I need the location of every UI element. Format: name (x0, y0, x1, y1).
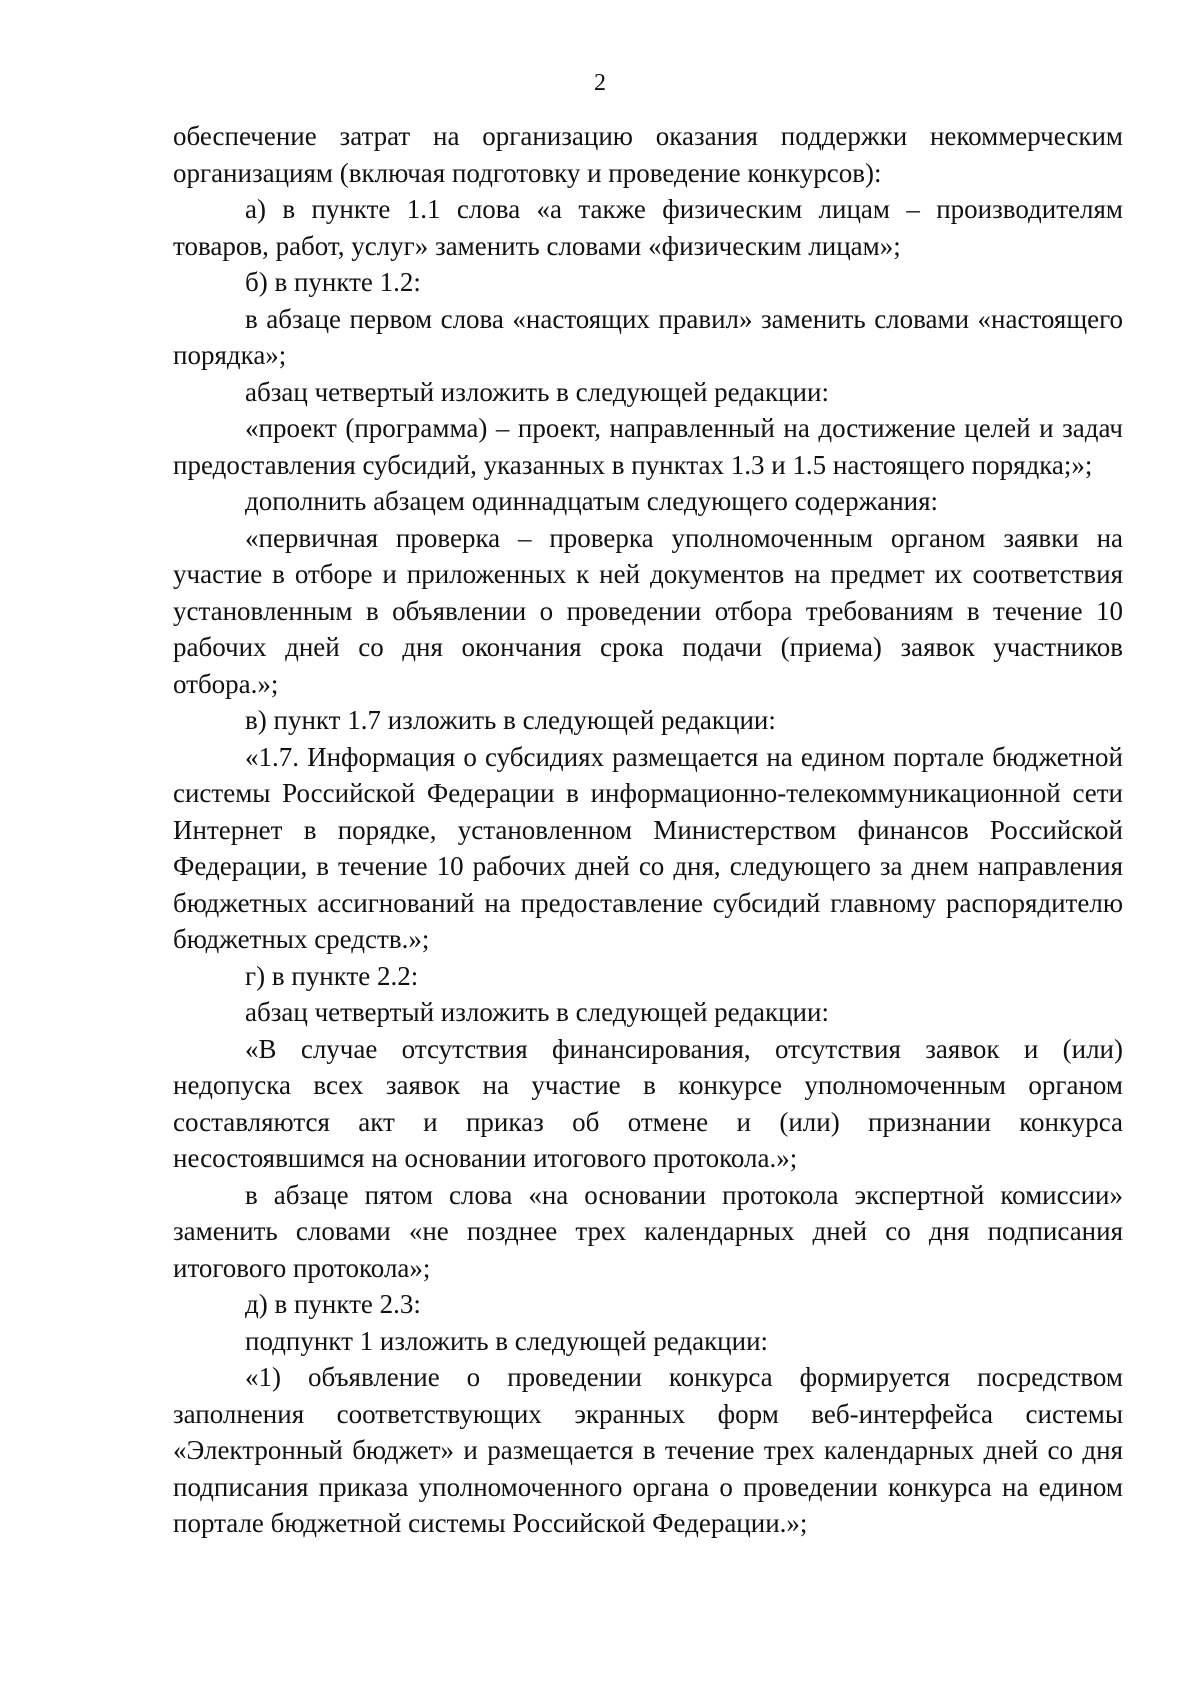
paragraph: «1) объявление о проведении конкурса формируется посредством заполнения соответствующих экранных форм веб-интерфейса системы «Электронный бюджет» и размещается в течение трех календарных дней со дня подписания приказа уполномоченного органа о проведении конкурса на едином портале бюджетной системы Российской Федерации.»; (173, 1362, 1123, 1538)
paragraph: г) в пункте 2.2: (245, 960, 419, 991)
paragraph: б) в пункте 1.2: (245, 267, 421, 297)
document-body (173, 118, 1123, 1542)
paragraph: «первичная проверка – проверка уполномоченным органом заявки на участие в отборе и приложенных к ней документов на предмет их соответствия установленным в объявлении о проведении отбора требованиям в течение 10 рабочих дней со дня окончания срока подачи (приема) заявок участников отбора.»; (173, 522, 1123, 699)
paragraph: д) в пункте 2.3: (245, 1289, 421, 1319)
paragraph: обеспечение затрат на организацию оказания поддержки некоммерческим организациям (включая подготовку и проведение конкурсов): (173, 121, 1123, 188)
paragraph: «В случае отсутствия финансирования, отсутствия заявок и (или) недопуска всех заявок на участие в конкурсе уполномоченным органом составляются акт и приказ об отмене и (или) признании конкурса несостоявшимся на основании итогового протокола.»; (173, 1033, 1123, 1173)
paragraph: абзац четвертый изложить в следующей редакции: (245, 997, 829, 1027)
paragraph: абзац четвертый изложить в следующей редакции: (245, 376, 829, 407)
paragraph: а) в пункте 1.1 слова «а также физическим лицам – производителям товаров, работ, услуг» заменить словами «физическим лицам»; (173, 194, 1123, 261)
paragraph: «1.7. Информация о субсидиях размещается на едином портале бюджетной системы Российской Федерации в информационно-телекоммуникационной сети Интернет в порядке, установленном Министерством финансов Российской Федерации, в течение 10 рабочих дней со дня, следующего за днем направления бюджетных ассигнований на предоставление субсидий главному распорядителю бюджетных средств.»; (173, 741, 1123, 954)
paragraph: в абзаце пятом слова «на основании протокола экспертной комиссии» заменить словами «не позднее трех календарных дней со дня подписания итогового протокола»; (173, 1179, 1123, 1283)
paragraph: в абзаце первом слова «настоящих правил» заменить словами «настоящего порядка»; (173, 303, 1123, 370)
page-number: 2 (594, 70, 606, 96)
paragraph: дополнить абзацем одиннадцатым следующего содержания: (245, 486, 939, 516)
paragraph: подпункт 1 изложить в следующей редакции: (245, 1325, 769, 1356)
paragraph: «проект (программа) – проект, направленный на достижение целей и задач предоставления субсидий, указанных в пунктах 1.3 и 1.5 настоящего порядка;»; (173, 413, 1123, 480)
paragraph: в) пункт 1.7 изложить в следующей редакции: (245, 705, 776, 735)
